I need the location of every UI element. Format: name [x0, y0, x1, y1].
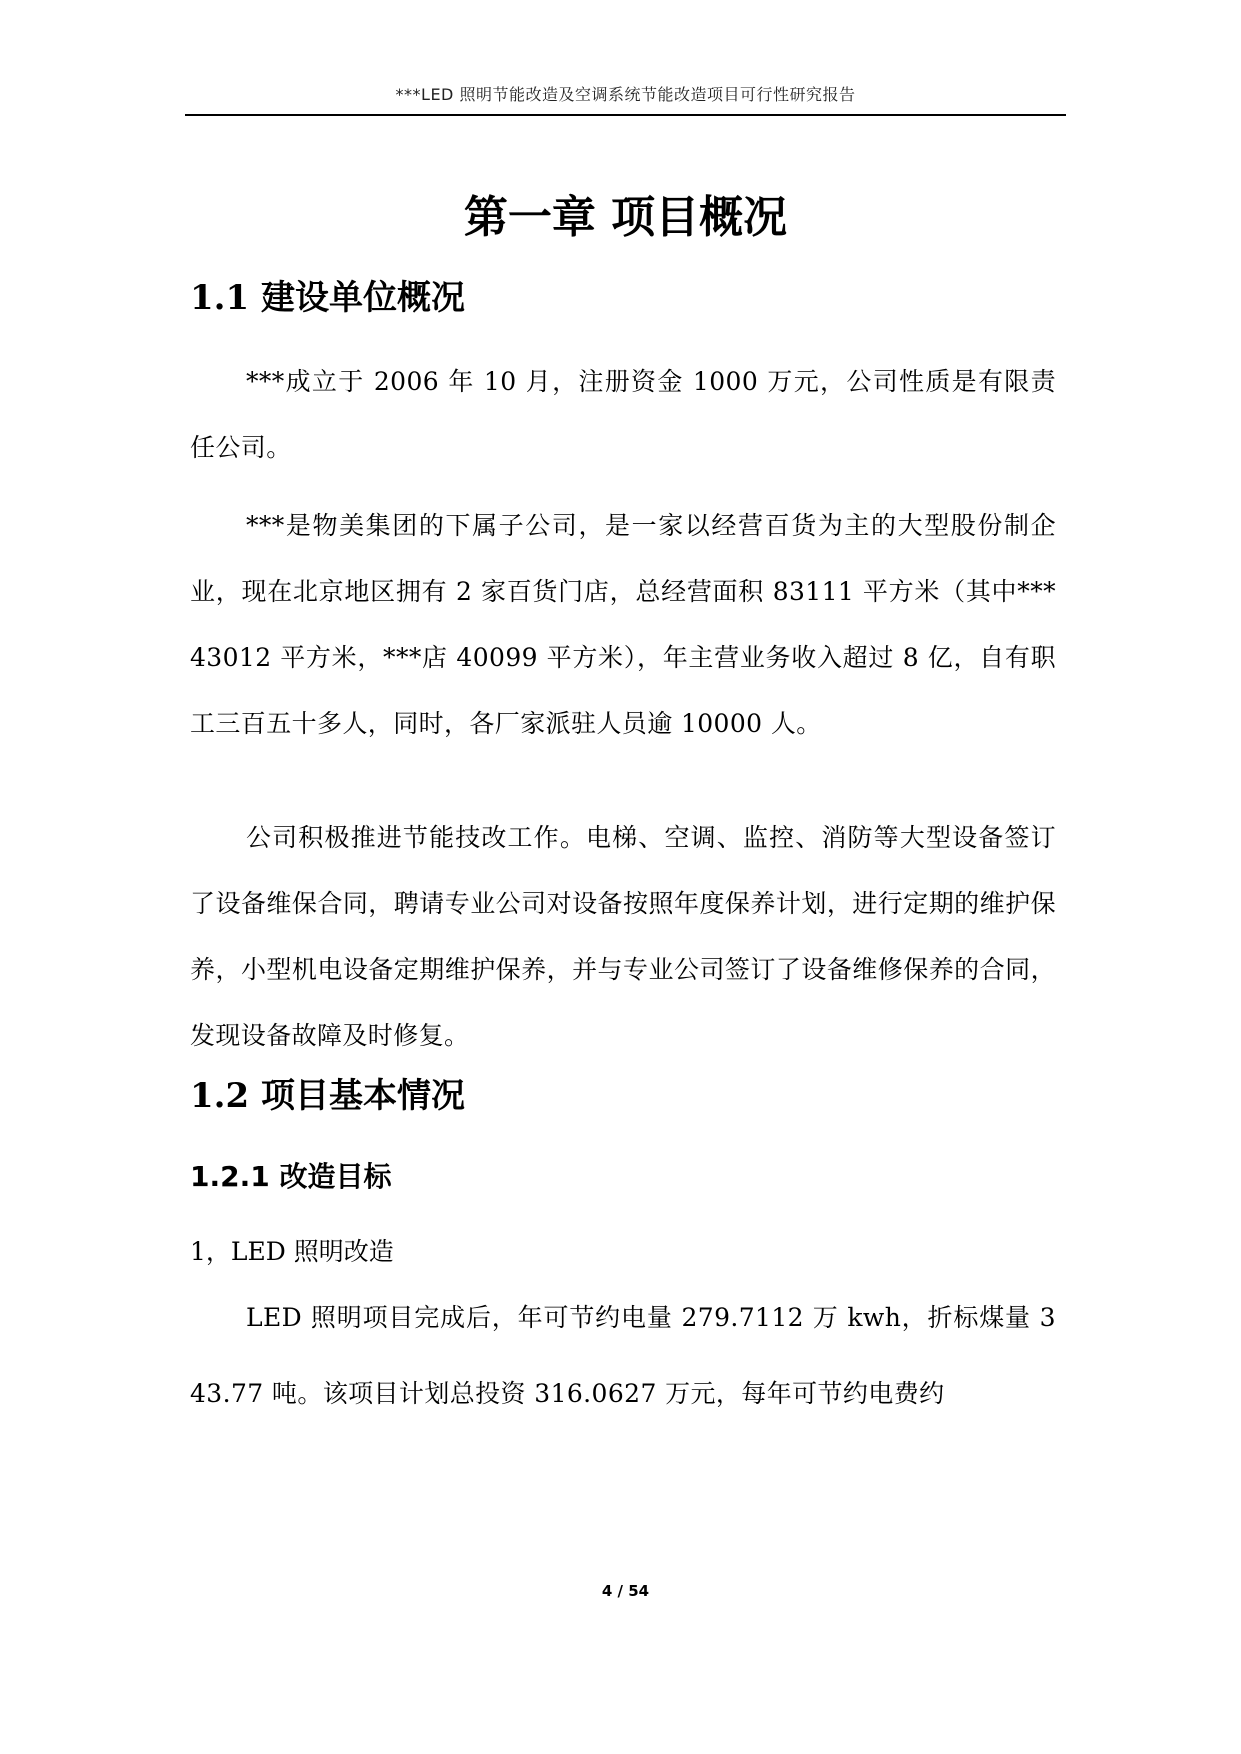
- page-number: 4 / 54: [601, 1582, 650, 1600]
- section-heading-1-2: 1.2 项目基本情况: [190, 1076, 465, 1116]
- chapter-title: 第一章 项目概况: [463, 192, 788, 243]
- subsection-heading-1-2-1: 1.2.1 改造目标: [190, 1160, 392, 1193]
- paragraph-company-founding: ***成立于 2006 年 10 月，注册资金 1000 万元，公司性质是有限责任公司。: [190, 367, 1056, 462]
- paragraph-led-savings: LED 照明项目完成后，年可节约电量 279.7112 万 kwh，折标煤量 343.77 吨。该项目计划总投资 316.0627 万元，每年可节约电费约: [190, 1303, 1056, 1408]
- header-divider: [185, 114, 1066, 116]
- running-header: ***LED 照明节能改造及空调系统节能改造项目可行性研究报告: [395, 85, 856, 104]
- paragraph-company-profile: ***是物美集团的下属子公司，是一家以经营百货为主的大型股份制企业，现在北京地区拥有 2 家百货门店，总经营面积 83111 平方米（其中***43012 平方米，***店 40099 平方米），年主营业务收入超过 8 亿，自有职工三百五十多人，同时，各厂家派驻人员逾 10000 人。: [190, 511, 1056, 738]
- section-heading-1-1: 1.1 建设单位概况: [190, 278, 465, 318]
- list-item-led-retrofit: 1，LED 照明改造: [190, 1237, 394, 1266]
- paragraph-energy-work: 公司积极推进节能技改工作。电梯、空调、监控、消防等大型设备签订了设备维保合同，聘请专业公司对设备按照年度保养计划，进行定期的维护保养，小型机电设备定期维护保养，并与专业公司签订了设备维修保养的合同，发现设备故障及时修复。: [190, 823, 1056, 1050]
